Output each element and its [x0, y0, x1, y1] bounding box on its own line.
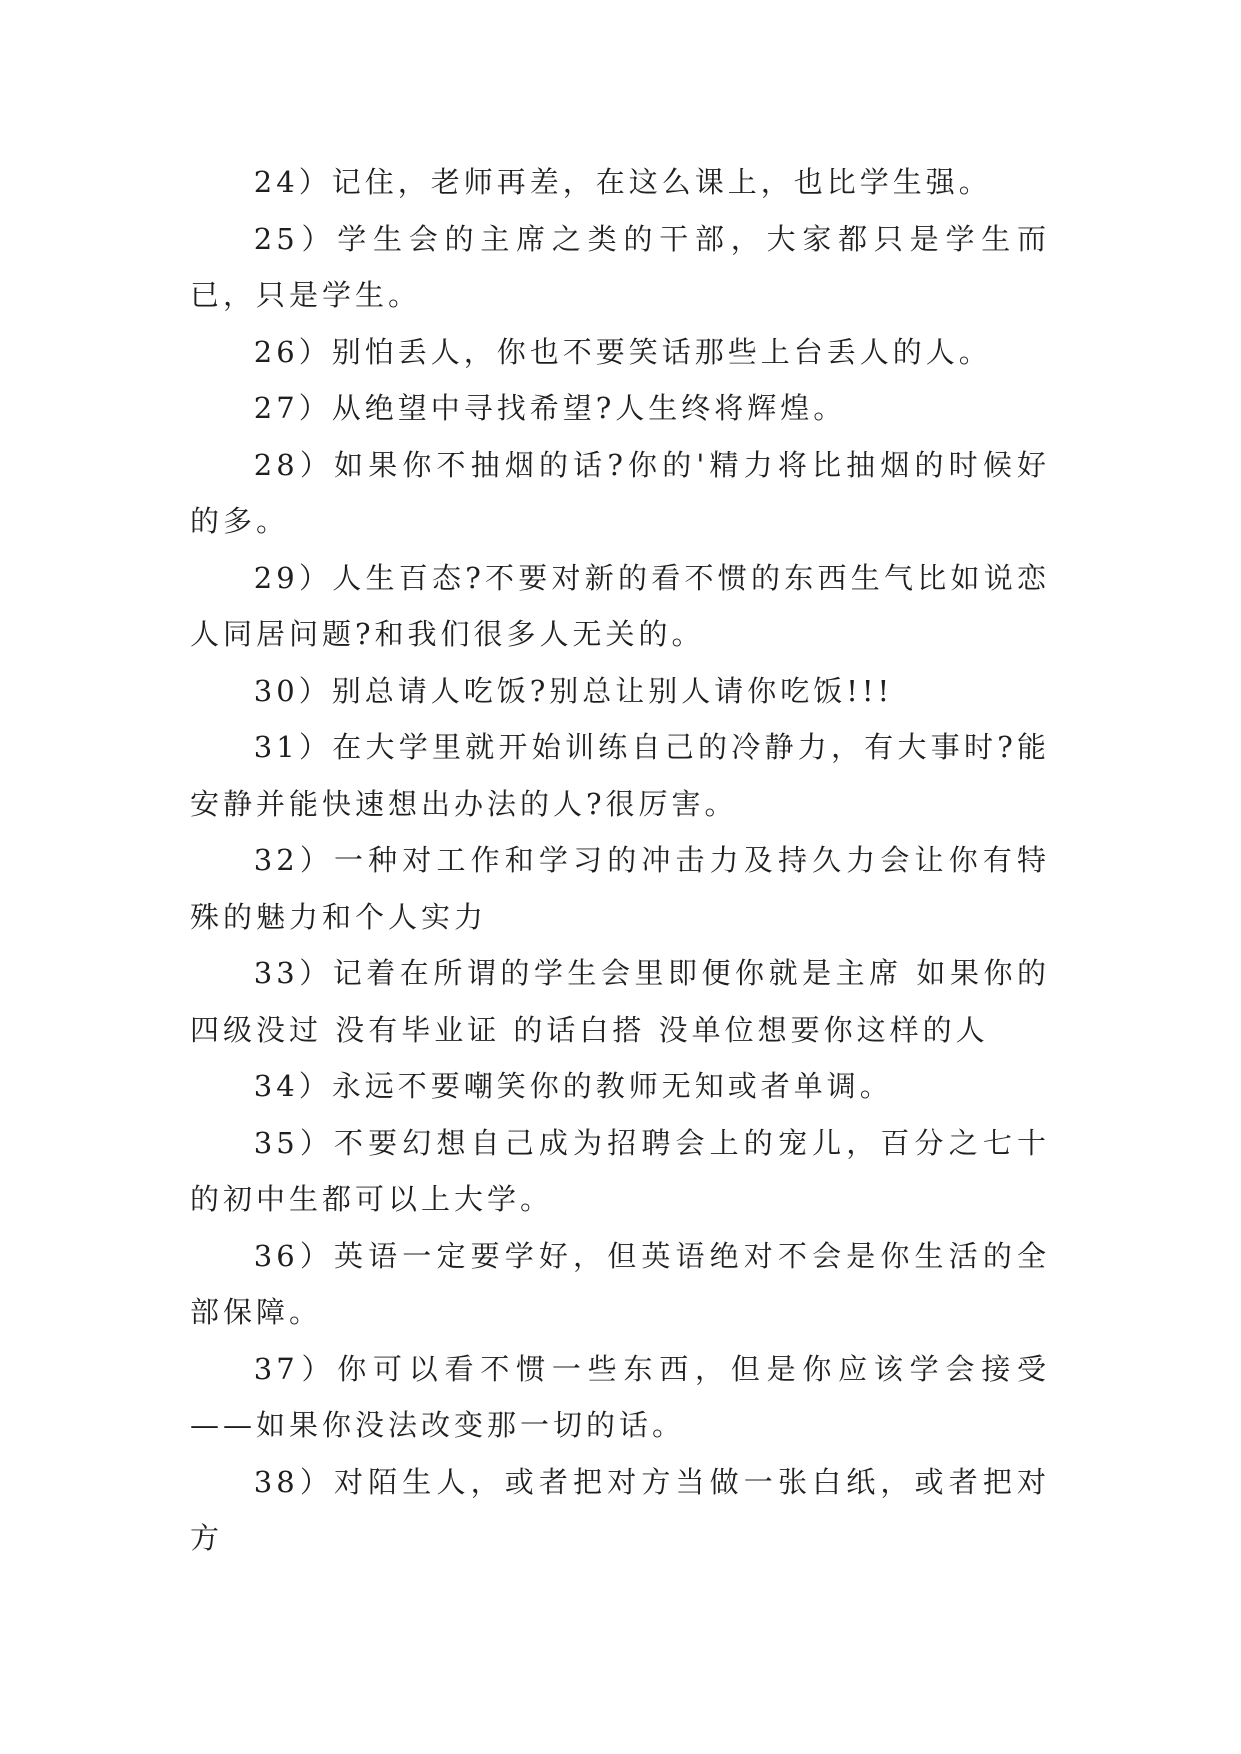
paragraph-29: 29）人生百态?不要对新的看不惯的东西生气比如说恋人同居问题?和我们很多人无关的。	[190, 560, 1050, 651]
paragraph-38: 38）对陌生人，或者把对方当做一张白纸，或者把对方	[190, 1464, 1050, 1555]
paragraph-27: 27）从绝望中寻找希望?人生终将辉煌。	[253, 391, 847, 425]
paragraph-34: 34）永远不要嘲笑你的教师无知或者单调。	[253, 1069, 893, 1103]
document-body	[190, 154, 1050, 1567]
paragraph-35: 35）不要幻想自己成为招聘会上的宠儿，百分之七十的初中生都可以上大学。	[190, 1125, 1050, 1216]
paragraph-30: 30）别总请人吃饭?别总让别人请你吃饭!!!	[253, 673, 894, 708]
paragraph-25: 25）学生会的主席之类的干部，大家都只是学生而已，只是学生。	[190, 221, 1050, 312]
paragraph-37: 37）你可以看不惯一些东西，但是你应该学会接受——如果你没法改变那一切的话。	[190, 1351, 1050, 1442]
paragraph-36: 36）英语一定要学好，但英语绝对不会是你生活的全部保障。	[190, 1238, 1050, 1329]
paragraph-33: 33）记着在所谓的学生会里即便你就是主席 如果你的四级没过 没有毕业证 的话白搭 没单位想要你这样的人	[190, 956, 1050, 1047]
paragraph-26: 26）别怕丢人，你也不要笑话那些上台丢人的人。	[253, 334, 992, 369]
paragraph-24: 24）记住，老师再差，在这么课上，也比学生强。	[253, 165, 992, 199]
paragraph-31: 31）在大学里就开始训练自己的冷静力，有大事时?能安静并能快速想出办法的人?很厉害。	[190, 730, 1050, 821]
paragraph-32: 32）一种对工作和学习的冲击力及持久力会让你有特殊的魅力和个人实力	[190, 843, 1050, 934]
paragraph-28: 28）如果你不抽烟的话?你的'精力将比抽烟的时候好的多。	[190, 447, 1050, 538]
